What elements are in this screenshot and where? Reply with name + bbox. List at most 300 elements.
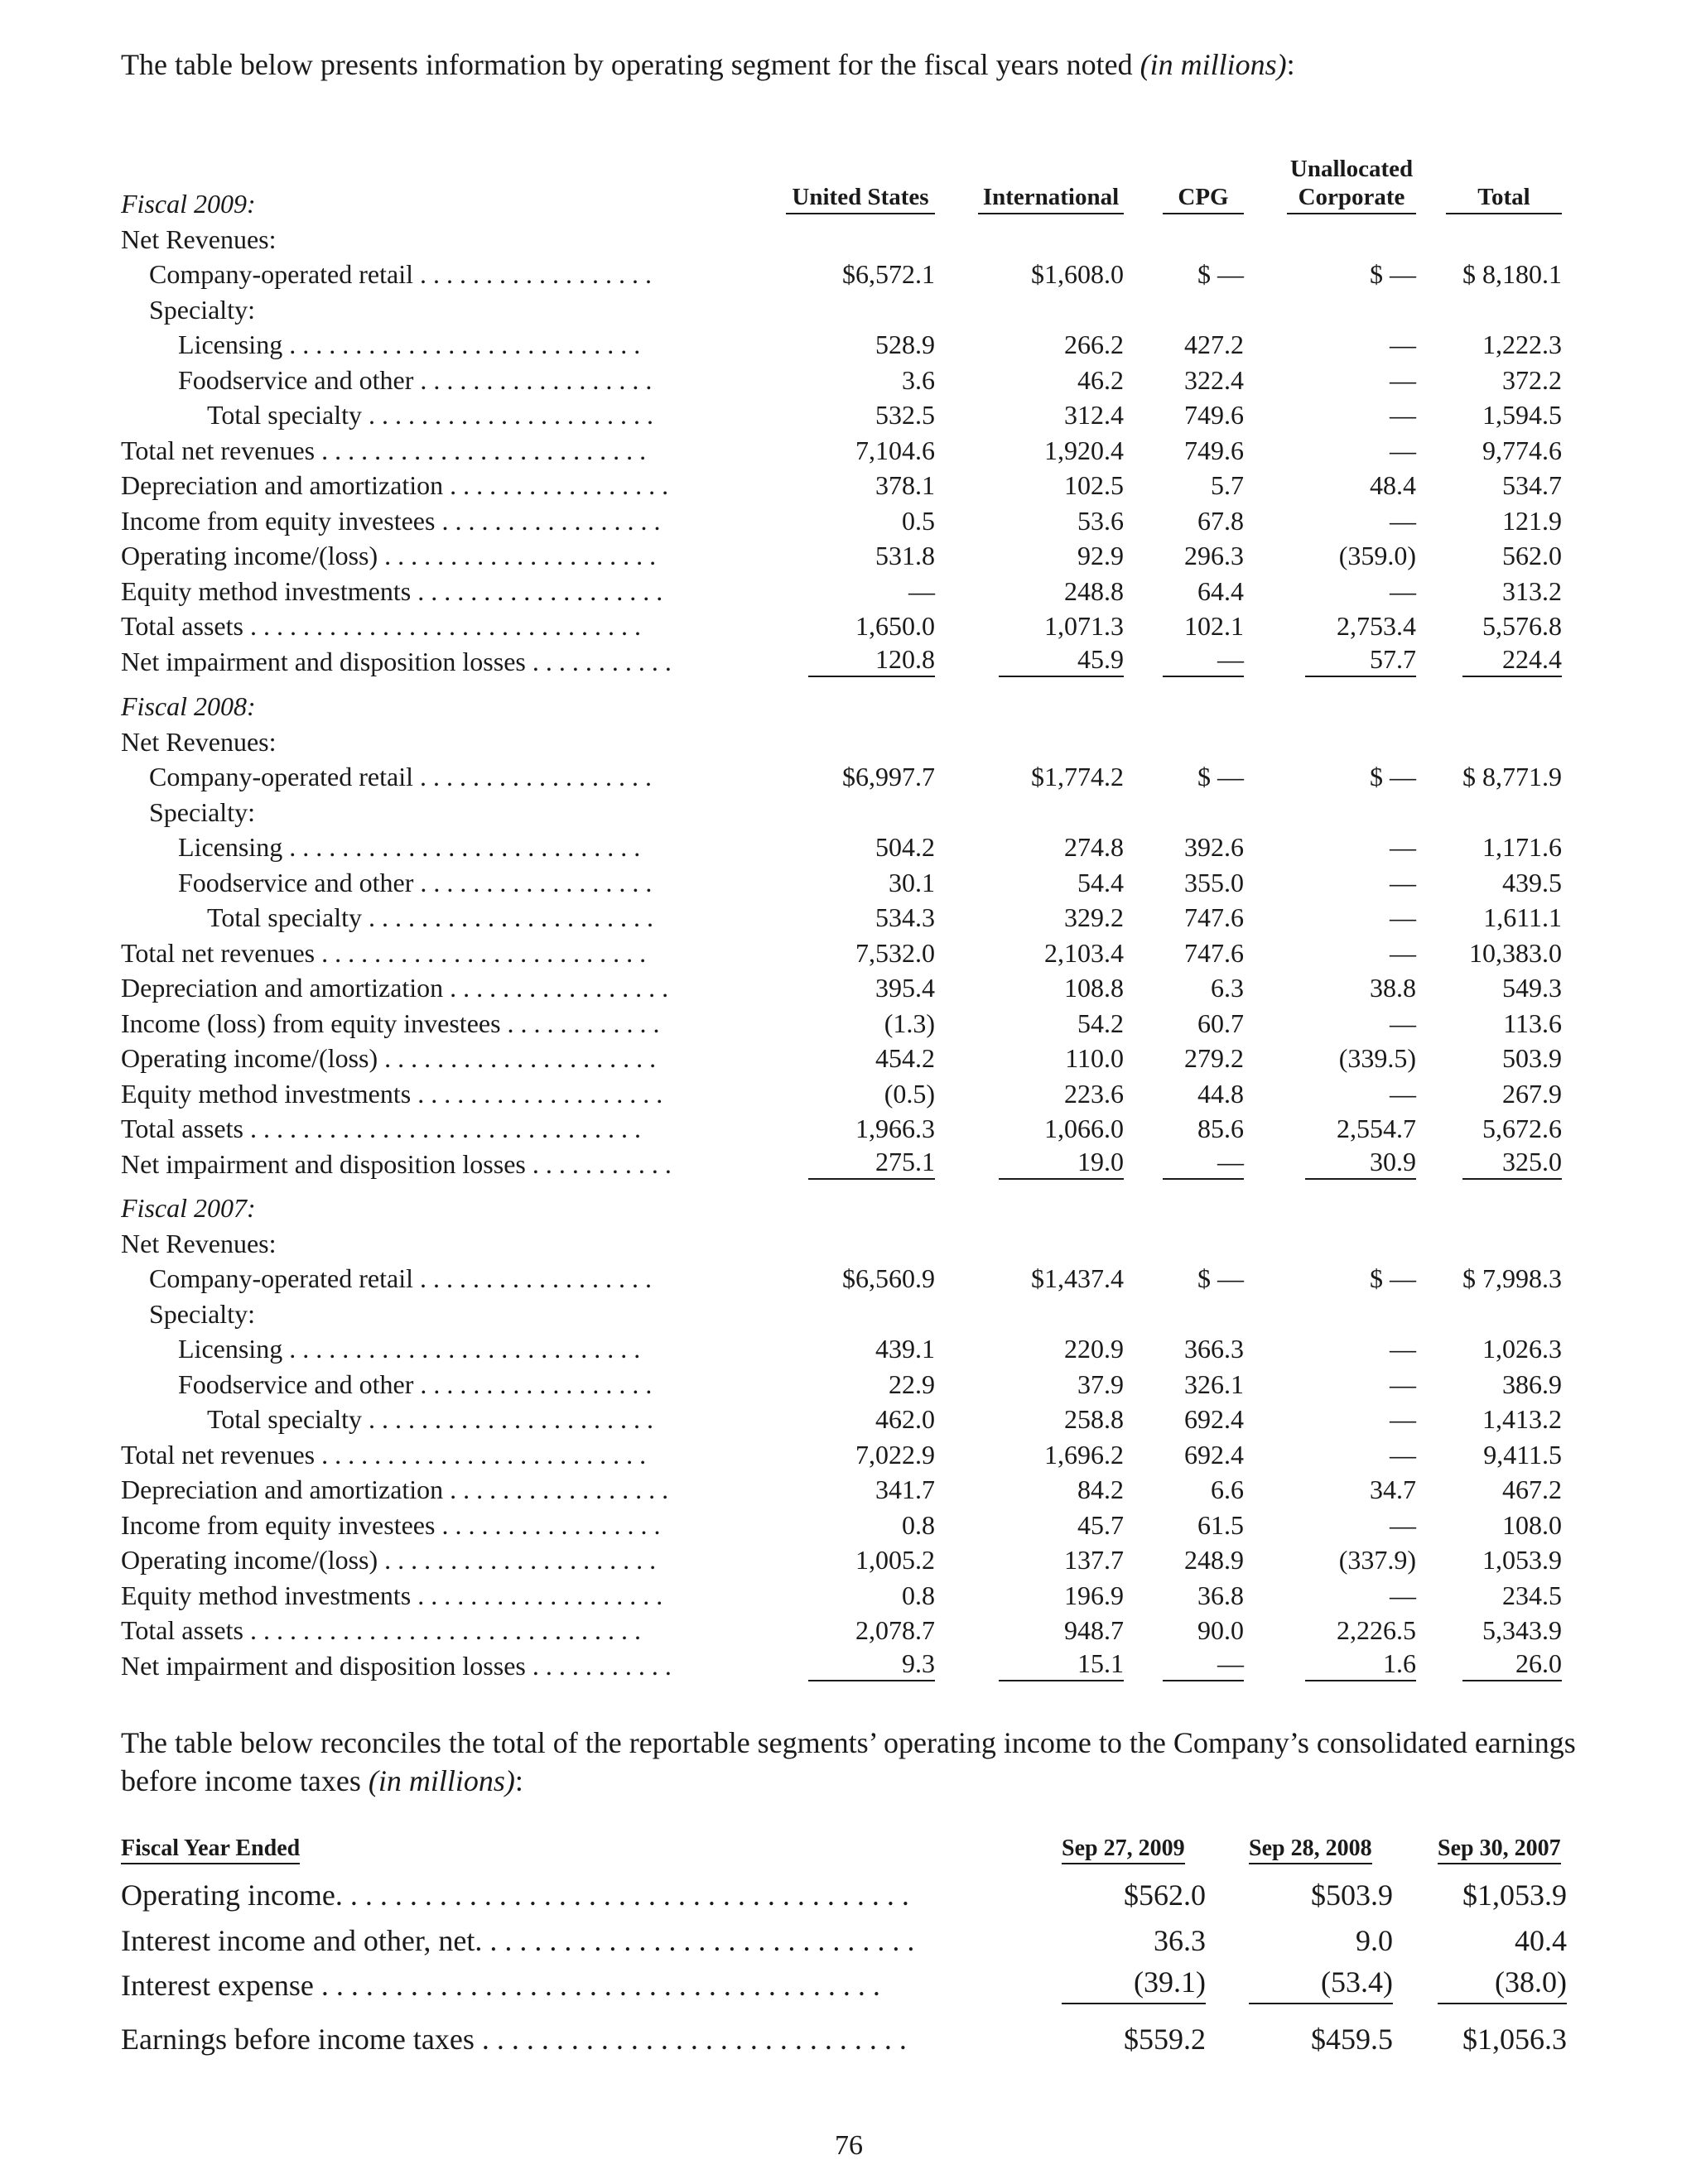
recon-row-label-text: Operating income <box>121 1879 335 1912</box>
cell-us: 0.8 <box>902 1580 935 1610</box>
cell-total: 372.2 <box>1502 365 1562 395</box>
segment-row-total-net-revenues <box>121 433 1577 468</box>
cell-total: 224.4 <box>1462 644 1562 677</box>
cell-unalloc: — <box>1390 1440 1416 1470</box>
cell-intl: 108.8 <box>1064 973 1124 1003</box>
row-label <box>121 900 757 935</box>
segment-row-total-specialty <box>121 900 1577 935</box>
cell-unalloc: 57.7 <box>1305 644 1416 677</box>
cell-us: 504.2 <box>875 832 935 862</box>
row-label <box>121 257 757 291</box>
cell-total: 439.5 <box>1502 868 1562 897</box>
cell-total: 5,672.6 <box>1482 1114 1562 1143</box>
cell-intl: 274.8 <box>1064 832 1124 862</box>
cell-cpg: 67.8 <box>1197 506 1244 536</box>
row-label <box>121 865 757 900</box>
segment-row-total-net-revenues <box>121 936 1577 970</box>
cell-total: 503.9 <box>1502 1043 1562 1073</box>
cell-unalloc: 38.8 <box>1370 973 1416 1003</box>
row-label <box>121 574 757 609</box>
col-header-unallocated: Unallocated <box>1289 156 1414 182</box>
cell-total: 534.7 <box>1502 470 1562 500</box>
cell-intl: $1,608.0 <box>1031 259 1124 289</box>
recon-row-label-text: Interest income and other, net <box>121 1924 475 1957</box>
row-label <box>121 1006 757 1041</box>
row-leader-dots: . . . . . . . . . . . . . . . . . <box>443 1474 669 1504</box>
segment-row-income-from-equity-investees <box>121 1508 1577 1542</box>
recon-header-2007: Sep 30, 2007 <box>1438 1835 1561 1864</box>
cell-intl: 1,920.4 <box>1044 435 1124 465</box>
segment-row-company-operated-retail <box>121 257 1577 291</box>
cell-total: 562.0 <box>1502 541 1562 570</box>
reconciliation-intro-paragraph <box>121 1724 1577 1800</box>
cell-us: 395.4 <box>875 973 935 1003</box>
cell-us: 22.9 <box>889 1369 935 1399</box>
cell-us: 7,022.9 <box>855 1440 935 1470</box>
cell-intl: 266.2 <box>1064 330 1124 359</box>
row-label <box>121 1472 757 1507</box>
cell-total: 386.9 <box>1502 1369 1562 1399</box>
recon-intro-text: The table below reconciles the total of the reportable segments’ operating income to the Company’s consolidated earnings before income taxes <box>121 1726 1576 1797</box>
net-revenues-label: Net Revenues: <box>121 224 277 254</box>
cell-total: 234.5 <box>1502 1580 1562 1610</box>
row-leader-dots: . . . . . . . . . . . . . . . . . . <box>413 868 653 897</box>
cell-us: 30.1 <box>889 868 935 897</box>
cell-cpg: 296.3 <box>1184 541 1244 570</box>
recon-row-label-text: Earnings before income taxes <box>121 2023 475 2056</box>
col-header-us: United States <box>786 183 935 214</box>
row-label-text: Foodservice and other <box>178 868 414 897</box>
specialty-label-row <box>121 1296 1577 1331</box>
fiscal-year-title-text: Fiscal 2009: <box>121 189 256 219</box>
row-label-text: Total net revenues <box>121 938 316 968</box>
cell-intl: 948.7 <box>1064 1615 1124 1645</box>
recon-header-fiscal-year-ended: Fiscal Year Ended <box>121 1835 300 1864</box>
recon-cell-2008: $459.5 <box>1311 2023 1393 2056</box>
segment-row-operating-income-loss <box>121 538 1577 573</box>
row-leader-dots: . . . . . . . . . . . . . . . . . . . . . <box>378 1545 657 1575</box>
cell-us: — <box>908 576 935 606</box>
cell-intl: 258.8 <box>1064 1404 1124 1434</box>
cell-total: 5,576.8 <box>1482 611 1562 641</box>
recon-intro-colon: : <box>514 1764 523 1797</box>
cell-cpg: 355.0 <box>1184 868 1244 897</box>
cell-us: 1,650.0 <box>855 611 935 641</box>
recon-row-leader-dots: . . . . . . . . . . . . . . . . . . . . . . . . . . . . . . . . . . . . . . . <box>335 1879 909 1912</box>
segment-row-foodservice-and-other <box>121 363 1577 397</box>
cell-total: 1,594.5 <box>1482 400 1562 430</box>
cell-unalloc: (359.0) <box>1338 541 1416 570</box>
row-label-text: Depreciation and amortization <box>121 1474 444 1504</box>
cell-unalloc: 1.6 <box>1305 1648 1416 1681</box>
cell-total: 1,053.9 <box>1482 1545 1562 1575</box>
cell-unalloc: 2,554.7 <box>1337 1114 1416 1143</box>
row-label-text: Equity method investments <box>121 1580 412 1610</box>
cell-cpg: 248.9 <box>1184 1545 1244 1575</box>
cell-unalloc: 30.9 <box>1305 1147 1416 1180</box>
cell-cpg: 90.0 <box>1197 1615 1244 1645</box>
row-label-text: Company-operated retail <box>149 762 413 791</box>
cell-cpg: 60.7 <box>1197 1008 1244 1038</box>
cell-intl: 248.8 <box>1064 576 1124 606</box>
net-revenues-label-row <box>121 1226 1577 1261</box>
recon-cell-2008: $503.9 <box>1311 1879 1393 1912</box>
cell-unalloc: $ — <box>1370 259 1416 289</box>
row-label-text: Licensing <box>178 330 283 359</box>
cell-us: 1,005.2 <box>855 1545 935 1575</box>
row-label-text: Licensing <box>178 832 283 862</box>
row-label-text: Equity method investments <box>121 1079 412 1109</box>
row-label <box>121 1041 757 1075</box>
row-leader-dots: . . . . . . . . . . . . . . . . . . . . . . <box>362 400 654 430</box>
cell-intl: 196.9 <box>1064 1580 1124 1610</box>
row-label <box>121 1508 757 1542</box>
segment-row-licensing <box>121 830 1577 864</box>
recon-cell-2007: (38.0) <box>1438 1963 1567 2004</box>
row-label <box>121 1613 757 1648</box>
segment-row-foodservice-and-other <box>121 865 1577 900</box>
cell-cpg: — <box>1163 1648 1244 1681</box>
row-label <box>121 363 757 397</box>
recon-intro-units: (in millions) <box>368 1764 515 1797</box>
row-label-text: Income (loss) from equity investees <box>121 1008 501 1038</box>
row-label <box>121 609 757 643</box>
intro-colon: : <box>1286 48 1295 81</box>
row-label <box>121 1331 757 1366</box>
row-label-text: Company-operated retail <box>149 1263 413 1293</box>
page-number: 76 <box>835 2130 863 2161</box>
cell-us: $6,560.9 <box>842 1263 935 1293</box>
cell-us: 378.1 <box>875 470 935 500</box>
row-label-text: Income from equity investees <box>121 1510 436 1540</box>
segment-intro-paragraph <box>121 46 1577 84</box>
cell-cpg: — <box>1163 644 1244 677</box>
cell-us: 2,078.7 <box>855 1615 935 1645</box>
segment-row-depreciation-and-amortization <box>121 970 1577 1005</box>
segment-row-net-impairment-and-disposition-losses <box>121 1147 1577 1181</box>
cell-unalloc: — <box>1390 435 1416 465</box>
cell-total: $ 8,771.9 <box>1462 762 1562 791</box>
segment-row-total-assets <box>121 1613 1577 1648</box>
segment-row-net-impairment-and-disposition-losses <box>121 1648 1577 1683</box>
recon-cell-2009: $562.0 <box>1124 1879 1206 1912</box>
row-label <box>121 397 757 432</box>
recon-cell-2007: 40.4 <box>1515 1924 1567 1957</box>
cell-total: 5,343.9 <box>1482 1615 1562 1645</box>
cell-us: 275.1 <box>808 1147 935 1180</box>
cell-total: 108.0 <box>1502 1510 1562 1540</box>
cell-us: (1.3) <box>884 1008 935 1038</box>
cell-cpg: — <box>1163 1147 1244 1180</box>
recon-cell-2009: 36.3 <box>1154 1924 1206 1957</box>
row-leader-dots: . . . . . . . . . . . . <box>500 1008 660 1038</box>
cell-total: 1,171.6 <box>1482 832 1562 862</box>
cell-unalloc: — <box>1390 938 1416 968</box>
cell-intl: 223.6 <box>1064 1079 1124 1109</box>
row-label <box>121 1437 757 1472</box>
net-revenues-label-row <box>121 724 1577 759</box>
recon-row-label-text: Interest expense <box>121 1969 314 2002</box>
recon-cell-2009: $559.2 <box>1124 2023 1206 2056</box>
row-label-text: Net impairment and disposition losses <box>121 1149 526 1179</box>
net-revenues-label: Net Revenues: <box>121 727 277 757</box>
document-page <box>121 46 1577 2161</box>
row-label-text: Income from equity investees <box>121 506 436 536</box>
row-leader-dots: . . . . . . . . . . . . . . . . . <box>443 973 669 1003</box>
row-label-text: Net impairment and disposition losses <box>121 1651 526 1681</box>
row-label <box>121 468 757 503</box>
row-label <box>121 538 757 573</box>
row-leader-dots: . . . . . . . . . . . . . . . . . . . . . . <box>362 1404 654 1434</box>
row-label-text: Operating income/(loss) <box>121 541 378 570</box>
cell-us: 0.8 <box>902 1510 935 1540</box>
row-label <box>121 830 757 864</box>
cell-us: 9.3 <box>808 1648 935 1681</box>
recon-row-leader-dots: . . . . . . . . . . . . . . . . . . . . . . . . . . . . . . . . . . . . . . <box>313 1969 880 2002</box>
cell-total: 9,774.6 <box>1482 435 1562 465</box>
cell-cpg: 61.5 <box>1197 1510 1244 1540</box>
row-label <box>121 970 757 1005</box>
cell-cpg: 6.6 <box>1211 1474 1244 1504</box>
cell-unalloc: 2,226.5 <box>1337 1615 1416 1645</box>
recon-row-interest-expense <box>121 1963 1577 2008</box>
row-label <box>121 759 757 794</box>
row-label <box>121 1402 757 1436</box>
cell-us: 7,532.0 <box>855 938 935 968</box>
cell-intl: 2,103.4 <box>1044 938 1124 968</box>
row-leader-dots: . . . . . . . . . . . . . . . . . . . . . . <box>362 902 654 932</box>
row-leader-dots: . . . . . . . . . . . . . . . . . . <box>412 1263 652 1293</box>
row-label <box>121 433 757 468</box>
row-label <box>121 1111 757 1146</box>
cell-total: 467.2 <box>1502 1474 1562 1504</box>
recon-row-label <box>121 1873 1035 1917</box>
col-header-international: International <box>978 183 1124 214</box>
cell-intl: 84.2 <box>1077 1474 1124 1504</box>
cell-us: 120.8 <box>808 644 935 677</box>
row-label-text: Total assets <box>121 611 243 641</box>
cell-unalloc: — <box>1390 1404 1416 1434</box>
segment-row-equity-method-investments <box>121 1076 1577 1111</box>
recon-cell-2008: (53.4) <box>1249 1963 1393 2004</box>
cell-cpg: 427.2 <box>1184 330 1244 359</box>
cell-us: 439.1 <box>875 1334 935 1364</box>
cell-unalloc: $ — <box>1370 1263 1416 1293</box>
cell-unalloc: — <box>1390 1079 1416 1109</box>
row-label-text: Foodservice and other <box>178 1369 414 1399</box>
row-label-text: Company-operated retail <box>149 259 413 289</box>
cell-intl: 1,696.2 <box>1044 1440 1124 1470</box>
cell-unalloc: — <box>1390 902 1416 932</box>
cell-unalloc: (337.9) <box>1338 1545 1416 1575</box>
row-leader-dots: . . . . . . . . . . . . . . . . . . . . . . . . . . . . . . <box>243 1114 641 1143</box>
segment-row-total-assets <box>121 609 1577 643</box>
row-leader-dots: . . . . . . . . . . . . . . . . . <box>435 506 661 536</box>
cell-total: 9,411.5 <box>1483 1440 1562 1470</box>
cell-cpg: 747.6 <box>1184 902 1244 932</box>
reconciliation-table-header <box>121 1828 1577 1864</box>
cell-unalloc: — <box>1390 576 1416 606</box>
row-label <box>121 1367 757 1402</box>
recon-row-label <box>121 1918 1035 1963</box>
cell-intl: 19.0 <box>999 1147 1124 1180</box>
cell-total: $ 7,998.3 <box>1462 1263 1562 1293</box>
recon-row-label <box>121 1963 1035 2008</box>
cell-unalloc: — <box>1390 1334 1416 1364</box>
cell-unalloc: — <box>1390 1580 1416 1610</box>
cell-cpg: 747.6 <box>1184 938 1244 968</box>
cell-intl: 92.9 <box>1077 541 1124 570</box>
cell-cpg: 322.4 <box>1184 365 1244 395</box>
cell-us: 7,104.6 <box>855 435 935 465</box>
cell-us: 3.6 <box>902 365 935 395</box>
row-label <box>121 503 757 538</box>
row-label-text: Operating income/(loss) <box>121 1043 378 1073</box>
row-leader-dots: . . . . . . . . . . . <box>525 647 672 676</box>
cell-us: $6,572.1 <box>842 259 935 289</box>
cell-intl: 46.2 <box>1077 365 1124 395</box>
cell-cpg: 279.2 <box>1184 1043 1244 1073</box>
row-leader-dots: . . . . . . . . . . . . . . . . . . <box>413 1369 653 1399</box>
segment-row-foodservice-and-other <box>121 1367 1577 1402</box>
fiscal-year-title <box>121 186 1577 221</box>
cell-intl: 110.0 <box>1065 1043 1124 1073</box>
cell-intl: 1,071.3 <box>1044 611 1124 641</box>
row-leader-dots: . . . . . . . . . . . . . . . . . . . . . . . . . . . <box>282 330 641 359</box>
cell-cpg: $ — <box>1197 1263 1244 1293</box>
segment-row-company-operated-retail <box>121 759 1577 794</box>
cell-us: 462.0 <box>875 1404 935 1434</box>
row-leader-dots: . . . . . . . . . . . . . . . . . . . . . <box>378 1043 657 1073</box>
cell-total: 1,222.3 <box>1482 330 1562 359</box>
specialty-label: Specialty: <box>149 797 255 827</box>
cell-total: 1,611.1 <box>1483 902 1562 932</box>
fiscal-year-title <box>121 689 1577 724</box>
col-header-cpg: CPG <box>1163 183 1244 214</box>
col-header-corporate: Corporate <box>1298 184 1405 210</box>
segment-row-operating-income-loss <box>121 1542 1577 1577</box>
cell-cpg: 85.6 <box>1197 1114 1244 1143</box>
row-leader-dots: . . . . . . . . . . . . . . . . . . . . . . . . . . . . . . <box>243 611 641 641</box>
fiscal-year-title-text: Fiscal 2007: <box>121 1193 256 1223</box>
cell-unalloc: 34.7 <box>1370 1474 1416 1504</box>
specialty-label-row <box>121 292 1577 327</box>
specialty-label: Specialty: <box>149 1299 255 1329</box>
cell-intl: 54.4 <box>1077 868 1124 897</box>
cell-cpg: 749.6 <box>1184 435 1244 465</box>
row-label-text: Foodservice and other <box>178 365 414 395</box>
cell-cpg: 692.4 <box>1184 1404 1244 1434</box>
recon-row-label <box>121 2017 1035 2061</box>
cell-cpg: $ — <box>1197 762 1244 791</box>
intro-units: (in millions) <box>1140 48 1287 81</box>
recon-header-2008: Sep 28, 2008 <box>1249 1835 1372 1864</box>
cell-us: 454.2 <box>875 1043 935 1073</box>
cell-intl: 54.2 <box>1077 1008 1124 1038</box>
cell-unalloc: — <box>1390 832 1416 862</box>
cell-intl: 220.9 <box>1064 1334 1124 1364</box>
cell-intl: 37.9 <box>1077 1369 1124 1399</box>
cell-cpg: 749.6 <box>1184 400 1244 430</box>
cell-intl: 45.9 <box>999 644 1124 677</box>
recon-row-interest-income-and-other-net <box>121 1918 1577 1963</box>
cell-unalloc: — <box>1390 365 1416 395</box>
segment-row-operating-income-loss <box>121 1041 1577 1075</box>
cell-cpg: 44.8 <box>1197 1079 1244 1109</box>
net-revenues-label: Net Revenues: <box>121 1229 277 1258</box>
segment-row-equity-method-investments <box>121 574 1577 609</box>
recon-row-leader-dots: . . . . . . . . . . . . . . . . . . . . . . . . . . . . . . <box>475 1924 915 1957</box>
row-leader-dots: . . . . . . . . . . . . . . . . . . . . . . . . . . . <box>282 832 641 862</box>
segment-row-depreciation-and-amortization <box>121 1472 1577 1507</box>
cell-us: 528.9 <box>875 330 935 359</box>
row-leader-dots: . . . . . . . . . . . . . . . . . . . . . . . . . <box>315 435 647 465</box>
col-header-total: Total <box>1446 183 1562 214</box>
segment-row-depreciation-and-amortization <box>121 468 1577 503</box>
cell-intl: 102.5 <box>1064 470 1124 500</box>
row-leader-dots: . . . . . . . . . . . . . . . . . . . <box>411 1079 663 1109</box>
specialty-label: Specialty: <box>149 295 255 325</box>
row-leader-dots: . . . . . . . . . . . . . . . . . . . . . . . . . . . . . . <box>243 1615 641 1645</box>
cell-cpg: 6.3 <box>1211 973 1244 1003</box>
cell-unalloc: — <box>1390 506 1416 536</box>
cell-us: 0.5 <box>902 506 935 536</box>
row-label-text: Total specialty <box>207 1404 363 1434</box>
row-leader-dots: . . . . . . . . . . . . . . . . . <box>435 1510 661 1540</box>
cell-cpg: 36.8 <box>1197 1580 1244 1610</box>
recon-row-earnings-before-income-taxes <box>121 2017 1577 2061</box>
cell-intl: 137.7 <box>1064 1545 1124 1575</box>
row-label-text: Licensing <box>178 1334 283 1364</box>
cell-us: 531.8 <box>875 541 935 570</box>
segment-row-income-loss-from-equity-investees <box>121 1006 1577 1041</box>
cell-us: $6,997.7 <box>842 762 935 791</box>
cell-total: 325.0 <box>1462 1147 1562 1180</box>
cell-total: $ 8,180.1 <box>1462 259 1562 289</box>
cell-total: 1,026.3 <box>1482 1334 1562 1364</box>
cell-unalloc: (339.5) <box>1338 1043 1416 1073</box>
cell-unalloc: — <box>1390 330 1416 359</box>
row-label-text: Equity method investments <box>121 576 412 606</box>
cell-cpg: 102.1 <box>1184 611 1244 641</box>
row-label-text: Total net revenues <box>121 435 316 465</box>
cell-total: 10,383.0 <box>1469 938 1562 968</box>
cell-cpg: 5.7 <box>1211 470 1244 500</box>
row-label <box>121 1542 757 1577</box>
row-label-text: Total specialty <box>207 400 363 430</box>
cell-unalloc: 48.4 <box>1370 470 1416 500</box>
recon-cell-2007: $1,056.3 <box>1462 2023 1567 2056</box>
cell-intl: 15.1 <box>999 1648 1124 1681</box>
cell-unalloc: — <box>1390 400 1416 430</box>
specialty-label-row <box>121 795 1577 830</box>
cell-total: 267.9 <box>1502 1079 1562 1109</box>
row-leader-dots: . . . . . . . . . . . . . . . . . . . . . . . . . <box>315 938 647 968</box>
row-label-text: Depreciation and amortization <box>121 973 444 1003</box>
segment-row-equity-method-investments <box>121 1578 1577 1613</box>
cell-intl: 45.7 <box>1077 1510 1124 1540</box>
recon-cell-2007: $1,053.9 <box>1462 1879 1567 1912</box>
row-label-text: Operating income/(loss) <box>121 1545 378 1575</box>
row-label <box>121 1648 757 1683</box>
cell-total: 113.6 <box>1503 1008 1562 1038</box>
cell-unalloc: — <box>1390 1008 1416 1038</box>
recon-cell-2008: 9.0 <box>1356 1924 1393 1957</box>
row-label <box>121 1147 757 1181</box>
segment-row-total-assets <box>121 1111 1577 1146</box>
cell-us: 534.3 <box>875 902 935 932</box>
cell-cpg: 392.6 <box>1184 832 1244 862</box>
